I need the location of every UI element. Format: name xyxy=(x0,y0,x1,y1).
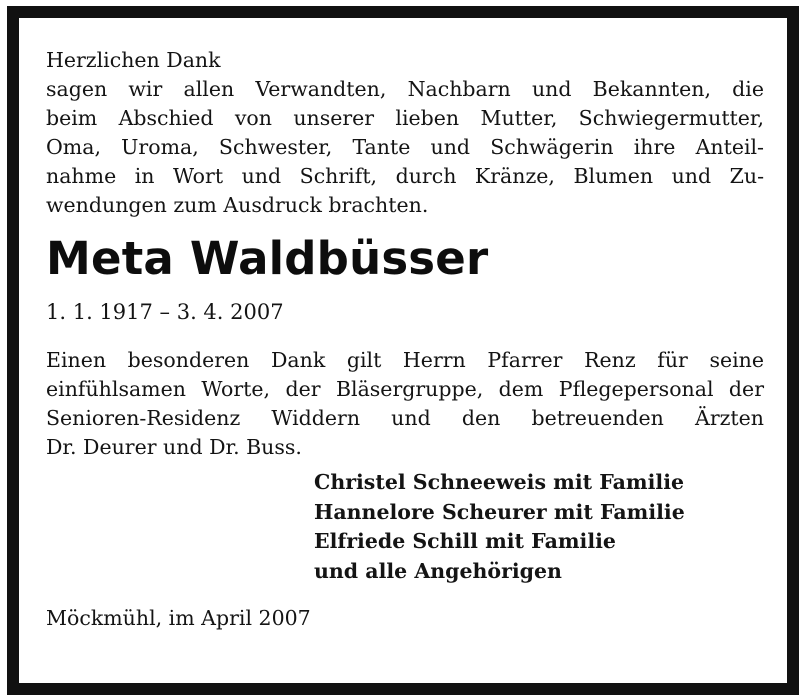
intro-line: nahme in Wort und Schrift, durch Kränze, Blumen und Zu- xyxy=(46,164,764,188)
notice-border xyxy=(7,6,799,695)
thanks-line: Einen besonderen Dank gilt Herrn Pfarrer Renz für seine xyxy=(46,348,764,372)
signer-line: Christel Schneeweis mit Familie xyxy=(314,470,685,494)
thanks-paragraph xyxy=(46,346,764,462)
signer-line: Elfriede Schill mit Familie xyxy=(314,529,616,553)
signer-line: Hannelore Scheurer mit Familie xyxy=(314,499,685,524)
intro-line: wendungen zum Ausdruck brachten. xyxy=(46,193,429,217)
intro-title: Herzlichen Dank xyxy=(46,48,221,72)
thanks-line: einfühlsamen Worte, der Bläsergruppe, dem Pflegepersonal der xyxy=(46,377,764,401)
life-dates: 1. 1. 1917 – 3. 4. 2007 xyxy=(46,300,284,324)
intro-line: Oma, Uroma, Schwester, Tante und Schwägerin ihre Anteil- xyxy=(46,135,764,159)
intro-paragraph xyxy=(46,46,764,220)
signers-block xyxy=(314,468,764,586)
signer-line: und alle Angehörigen xyxy=(314,558,562,583)
thanks-line: Senioren-Residenz Widdern und den betreuenden Ärzten xyxy=(46,406,764,430)
notice-content xyxy=(46,46,764,633)
deceased-name: Meta Waldbüsser xyxy=(46,232,489,285)
thanks-line: Dr. Deurer und Dr. Buss. xyxy=(46,435,302,459)
place-date: Möckmühl, im April 2007 xyxy=(46,606,311,630)
intro-line: beim Abschied von unserer lieben Mutter, Schwiegermutter, xyxy=(46,106,764,130)
intro-line: sagen wir allen Verwandten, Nachbarn und Bekannten, die xyxy=(46,77,764,101)
